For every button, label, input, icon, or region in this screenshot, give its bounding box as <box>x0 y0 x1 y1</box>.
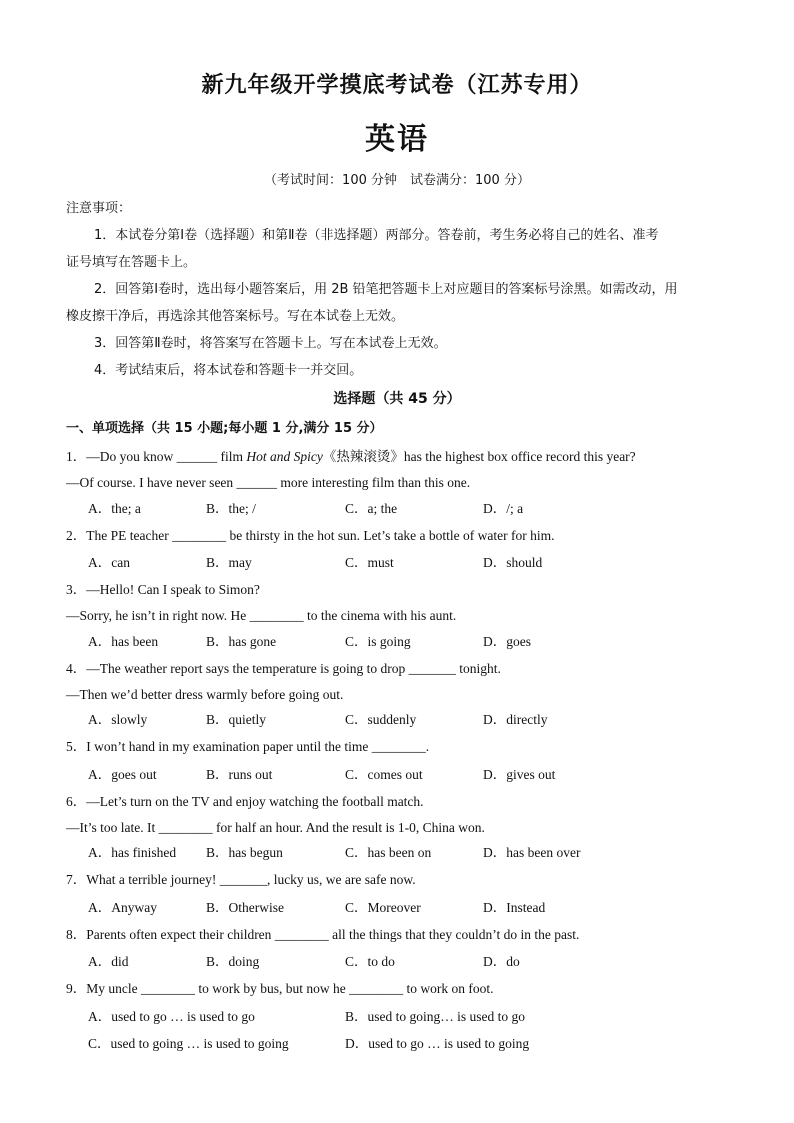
subject-title: 英语 <box>365 122 429 157</box>
q6-option-a: A．has finished <box>88 845 177 860</box>
note-2-line-1: 2．回答第Ⅰ卷时，选出每小题答案后，用 2B 铅笔把答题卡上对应题目的答案标号涂黑。如需改动，用 <box>94 282 678 297</box>
q5-option-b: B．runs out <box>206 767 273 782</box>
q9-option-c: C．used to going … is used to going <box>88 1036 289 1051</box>
question-1-line-1: 1．—Do you know ______ film Hot and Spicy《热辣滚烫》has the highest box office record this year? <box>66 449 636 464</box>
note-2-line-2: 橡皮擦干净后，再选涂其他答案标号。写在本试卷上无效。 <box>66 309 405 324</box>
q5-option-c: C．comes out <box>345 767 423 782</box>
q6-option-d: D．has been over <box>483 845 581 860</box>
q3-option-b: B．has gone <box>206 634 277 649</box>
q9-option-a: A．used to go … is used to go <box>88 1009 255 1024</box>
question-6-line-1: 6．—Let’s turn on the TV and enjoy watching the football match. <box>66 794 424 809</box>
q1-option-d: D．/; a <box>483 501 524 516</box>
q4-option-b: B．quietly <box>206 712 266 727</box>
part-1-heading: 一、单项选择（共 15 小题;每小题 1 分,满分 15 分） <box>66 421 383 436</box>
q9-option-d: D．used to go … is used to going <box>345 1036 530 1051</box>
question-3-line-2: —Sorry, he isn’t in right now. He ________ to the cinema with his aunt. <box>66 608 457 623</box>
question-3-line-1: 3．—Hello! Can I speak to Simon? <box>66 582 260 597</box>
q3-option-c: C．is going <box>345 634 411 649</box>
q7-option-a: A．Anyway <box>88 900 157 915</box>
exam-title: 新九年级开学摸底考试卷（江苏专用） <box>201 73 593 98</box>
question-7-line-1: 7．What a terrible journey! _______, lucky us, we are safe now. <box>66 872 416 887</box>
question-9-line-1: 9．My uncle ________ to work by bus, but now he ________ to work on foot. <box>66 981 494 996</box>
question-5-line-1: 5．I won’t hand in my examination paper until the time ________. <box>66 739 430 754</box>
q2-option-d: D．should <box>483 555 543 570</box>
question-1-line-2: —Of course. I have never seen ______ more interesting film than this one. <box>66 475 471 490</box>
q8-option-b: B．doing <box>206 954 260 969</box>
section-title: 选择题（共 45 分） <box>333 391 461 407</box>
q7-option-d: D．Instead <box>483 900 546 915</box>
question-8-line-1: 8．Parents often expect their children ________ all the things that they couldn’t do in the past. <box>66 927 580 942</box>
q7-option-c: C．Moreover <box>345 900 421 915</box>
q5-option-a: A．goes out <box>88 767 157 782</box>
exam-info: （考试时间：100 分钟 试卷满分：100 分） <box>264 173 530 188</box>
q9-option-b: B．used to going… is used to go <box>345 1009 526 1024</box>
note-1-line-1: 1．本试卷分第Ⅰ卷（选择题）和第Ⅱ卷（非选择题）两部分。答卷前，考生务必将自己的姓名、准考 <box>94 228 659 243</box>
q2-option-b: B．may <box>206 555 252 570</box>
q8-option-a: A．did <box>88 954 129 969</box>
question-2-line-1: 2．The PE teacher ________ be thirsty in the hot sun. Let’s take a bottle of water for him. <box>66 528 555 543</box>
q6-option-c: C．has been on <box>345 845 432 860</box>
q3-option-a: A．has been <box>88 634 159 649</box>
q4-option-c: C．suddenly <box>345 712 417 727</box>
q3-option-d: D．goes <box>483 634 531 649</box>
q5-option-d: D．gives out <box>483 767 556 782</box>
q8-option-d: D．do <box>483 954 520 969</box>
question-4-line-1: 4．—The weather report says the temperature is going to drop _______ tonight. <box>66 661 501 676</box>
note-1-line-2: 证号填写在答题卡上。 <box>66 255 197 270</box>
q8-option-c: C．to do <box>345 954 395 969</box>
note-3: 3．回答第Ⅱ卷时，将答案写在答题卡上。写在本试卷上无效。 <box>94 336 447 351</box>
q2-option-a: A．can <box>88 555 130 570</box>
q4-option-a: A．slowly <box>88 712 148 727</box>
question-6-line-2: —It’s too late. It ________ for half an hour. And the result is 1-0, China won. <box>66 820 485 835</box>
q1-option-c: C．a; the <box>345 501 398 516</box>
q1-option-b: B．the; / <box>206 501 256 516</box>
q2-option-c: C．must <box>345 555 394 570</box>
notes-heading: 注意事项： <box>66 201 132 216</box>
q1-option-a: A．the; a <box>88 501 141 516</box>
question-4-line-2: —Then we’d better dress warmly before going out. <box>66 687 344 702</box>
q6-option-b: B．has begun <box>206 845 283 860</box>
note-4: 4．考试结束后，将本试卷和答题卡一并交回。 <box>94 363 363 378</box>
q4-option-d: D．directly <box>483 712 548 727</box>
q7-option-b: B．Otherwise <box>206 900 284 915</box>
